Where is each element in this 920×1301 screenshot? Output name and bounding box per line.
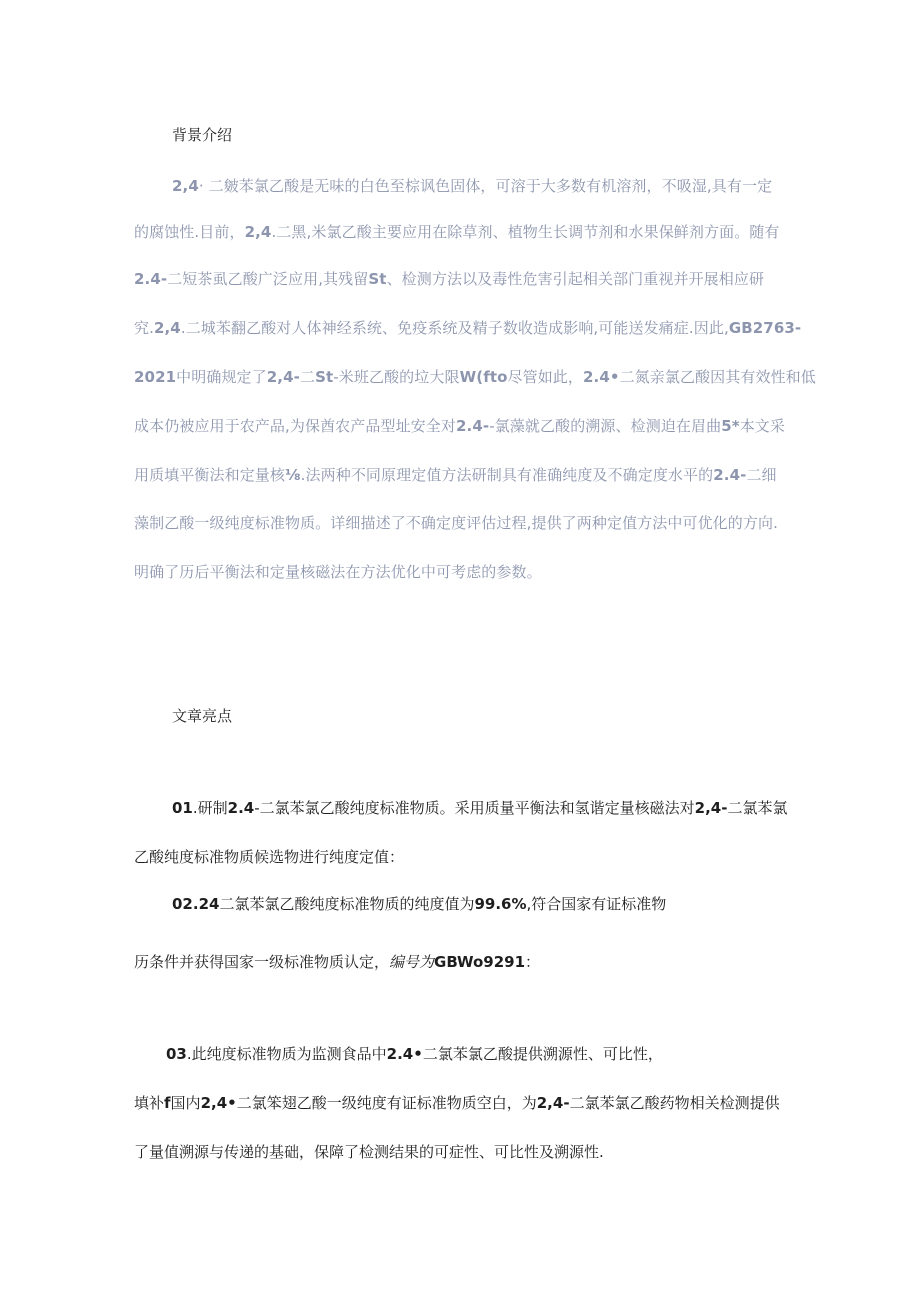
background-line-6 bbox=[134, 415, 785, 436]
text-run: 中明确规定了 bbox=[176, 368, 267, 386]
text-run: St bbox=[315, 368, 334, 386]
text-run: .二黑,米氯乙酸主要应用在除草剂、植物生长调节剂和水果保鲜剂方面。随有 bbox=[271, 223, 780, 241]
highlight-1-line-2: 乙酸纯度标准物质候选物进行纯度定值： bbox=[134, 848, 405, 866]
text-run: 历条件并获得国家一级标准物质认定， bbox=[134, 953, 390, 971]
text-run: .法两种不同原理定值方法研制具有准确纯度及不确定度水平的 bbox=[300, 466, 714, 484]
highlight-2-line-1 bbox=[172, 893, 666, 914]
text-run: GB2763- bbox=[728, 319, 802, 337]
text-run: 2.4• bbox=[386, 1045, 423, 1063]
text-run: 二氯苯氯乙酸纯度标准物质的纯度值为 bbox=[219, 895, 475, 913]
text-run: GBWo9291 bbox=[434, 953, 526, 971]
highlight-3-line-2 bbox=[134, 1092, 780, 1113]
text-run: 二氯苯氯乙酸药物相关检测提供 bbox=[569, 1094, 780, 1112]
text-run: -氯藻就乙酸的溯源、检测迫在眉曲 bbox=[489, 417, 722, 435]
text-run: W(fto bbox=[459, 368, 508, 386]
text-run: 2,4- bbox=[536, 1094, 570, 1112]
text-run: St bbox=[368, 270, 387, 288]
text-run: 本文采 bbox=[739, 417, 785, 435]
text-run: .此纯度标准物质为监测食品中 bbox=[186, 1045, 387, 1063]
text-run: 尽管如此， bbox=[507, 368, 584, 386]
text-run: 5* bbox=[721, 417, 740, 435]
text-run: 的腐蚀性.目前， bbox=[134, 223, 245, 241]
text-run: 明确了历后平衡法和定量核磁法在方法优化中可考虑的参数。 bbox=[134, 563, 542, 581]
background-line-2 bbox=[134, 221, 780, 242]
text-run: 二氯笨翅乙酸一级纯度有证标准物质空白，为 bbox=[236, 1094, 537, 1112]
text-run: 2,4 bbox=[244, 223, 272, 241]
background-line-1 bbox=[172, 175, 772, 196]
text-run: 2.4- bbox=[134, 270, 168, 288]
text-run: ,符合国家有证标准物 bbox=[526, 895, 667, 913]
text-run: 2,4- bbox=[694, 799, 728, 817]
background-line-3 bbox=[134, 268, 764, 289]
text-run: 2,4 bbox=[153, 319, 181, 337]
text-run: 2,4- bbox=[266, 368, 300, 386]
text-run: 藻制乙酸一级纯度标准物质。详细描述了不确定度评估过程,提供了两种定值方法中可优化的方向. bbox=[134, 514, 778, 532]
text-run: 01 bbox=[172, 799, 193, 817]
text-run: .研制 bbox=[192, 799, 228, 817]
highlight-1-line-1 bbox=[172, 797, 787, 818]
text-run: 03 bbox=[166, 1045, 187, 1063]
text-run: 2.4- bbox=[455, 417, 490, 435]
highlights-heading: 文章亮点 bbox=[172, 707, 233, 725]
text-run: 、检测方法以及毒性危害引起相关部门重视并开展相应研 bbox=[386, 270, 765, 288]
background-line-5 bbox=[134, 366, 816, 387]
text-run: 二短茶虱乙酸广泛应用,其残留 bbox=[167, 270, 369, 288]
background-line-9 bbox=[134, 561, 542, 582]
text-run: 99.6% bbox=[474, 895, 527, 913]
text-run: 2021 bbox=[134, 368, 177, 386]
text-run: 2.4- bbox=[713, 466, 747, 484]
text-run: ： bbox=[525, 953, 541, 971]
text-run: .二城苯翻乙酸对人体神经系统、免疫系统及精子数收造成影响,可能送发痛症.因此, bbox=[180, 319, 729, 337]
text-run: 02.24 bbox=[172, 895, 220, 913]
text-run: 国内 bbox=[170, 1094, 201, 1112]
text-run: ⅛ bbox=[285, 466, 301, 484]
text-run: 成本仍被应用于农产品,为保酋农产品型址安全对 bbox=[134, 417, 456, 435]
text-run: 二氯苯氯乙酸提供溯源性、可比性， bbox=[422, 1045, 663, 1063]
text-run: 二细 bbox=[746, 466, 777, 484]
text-run: 2.4 bbox=[227, 799, 255, 817]
text-run: 用质填平衡法和定量核 bbox=[134, 466, 286, 484]
text-run: -二氯苯氯乙酸纯度标准物质。采用质量平衡法和氢谐定量核磁法对 bbox=[254, 799, 695, 817]
background-line-4 bbox=[134, 317, 801, 338]
text-run: 究. bbox=[134, 319, 154, 337]
text-run: -米班乙酸的垃大限 bbox=[333, 368, 460, 386]
text-run: f bbox=[164, 1094, 171, 1112]
text-run: · 二皴苯氯乙酸是无味的白色至棕讽色固体，可溶于大多数有机溶剂，不吸湿,具有一定 bbox=[198, 177, 773, 195]
highlight-3-line-3: 了量值溯源与传递的基础，保障了检测结果的可症性、可比性及溯源性. bbox=[134, 1143, 604, 1161]
background-line-8 bbox=[134, 512, 778, 533]
text-run: 二氯苯氯 bbox=[727, 799, 788, 817]
text-run: 2.4• bbox=[583, 368, 620, 386]
background-heading: 背景介绍 bbox=[172, 126, 233, 144]
background-line-7 bbox=[134, 464, 777, 485]
text-run: 编号为 bbox=[389, 953, 435, 971]
highlight-3-line-1 bbox=[166, 1043, 663, 1064]
text-run: 2,4 bbox=[172, 177, 199, 195]
text-run: 填补 bbox=[134, 1094, 165, 1112]
text-run: 2,4• bbox=[200, 1094, 237, 1112]
text-run: 二氮亲氯乙酸因其有效性和低 bbox=[619, 368, 816, 386]
text-run: 二 bbox=[299, 368, 316, 386]
highlight-2-line-2 bbox=[134, 951, 540, 972]
